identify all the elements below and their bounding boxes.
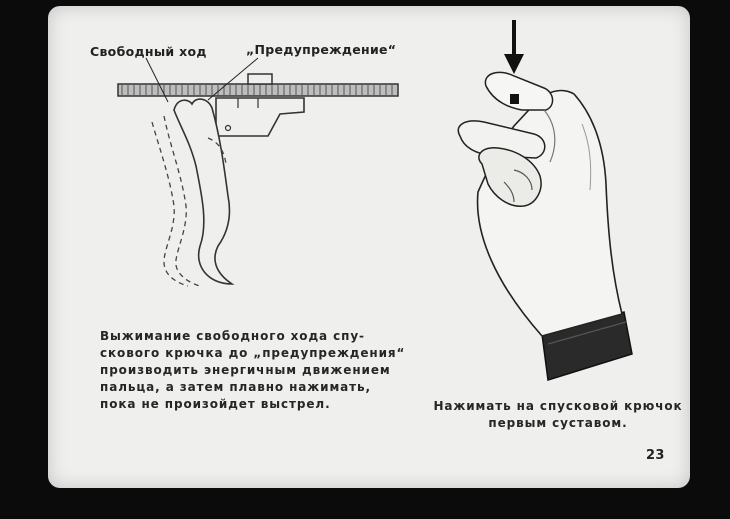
left-caption-line: производить энергичным движением — [100, 363, 391, 377]
left-caption-line: Выжимание свободного хода спу- — [100, 329, 365, 343]
hand-illustration — [444, 64, 644, 384]
free-travel-label: Свободный ход — [90, 44, 207, 59]
warning-label: „Предупреждение“ — [246, 42, 397, 57]
left-caption — [100, 328, 405, 413]
left-caption-line: пальца, а затем плавно нажимать, — [100, 380, 371, 394]
trigger-mechanism-diagram — [108, 46, 418, 306]
right-caption-line: Нажимать на спусковой крючок — [433, 399, 683, 413]
left-caption-line: скового крючка до „предупреждения“ — [100, 346, 406, 360]
right-caption — [432, 398, 684, 432]
right-caption-line: первым суставом. — [488, 416, 628, 430]
page-number: 23 — [646, 448, 665, 463]
slide-frame — [48, 6, 690, 488]
left-caption-line: пока не произойдет выстрел. — [100, 397, 331, 411]
